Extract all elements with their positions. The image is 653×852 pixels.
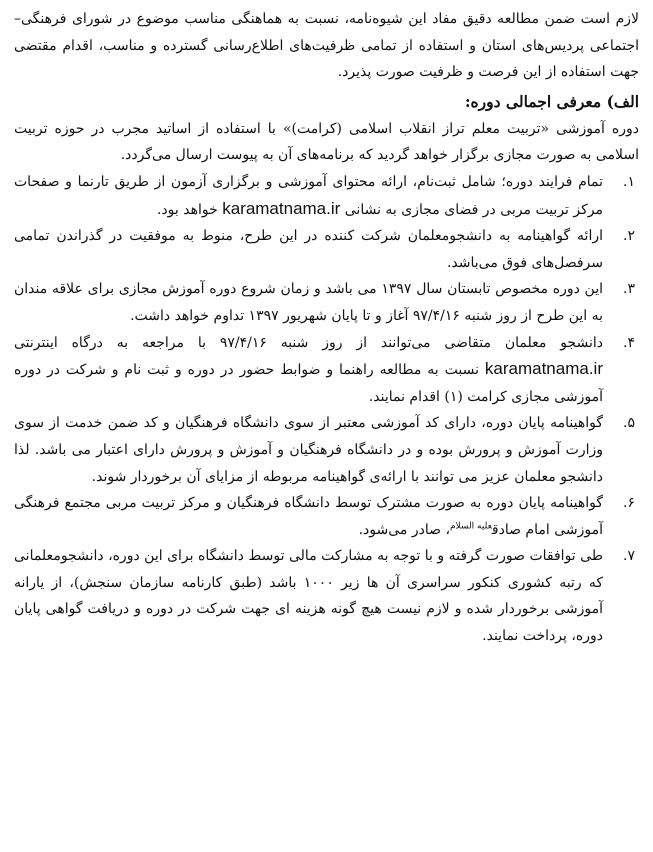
website-link[interactable]: karamatnama.ir	[222, 198, 341, 218]
course-details-list	[14, 169, 639, 650]
item-text: گواهینامه پایان دوره، دارای کد آموزشی معتبر از سوی دانشگاه فرهنگیان و کد ضمن خدمت از سوی وزارت آموزش و پرورش بوده و در دانشگاه فرهنگیان و آموزش و پرورش دارای اعتبار می باشد. لذا دانشجو معلمان عزیز می توانند با ارائه‌ی گواهینامه مربوطه از مزایای آن برخوردار شوند.	[14, 415, 603, 485]
item-text: دانشجو معلمان متقاضی می‌توانند از روز شنبه ۹۷/۴/۱۶ با مراجعه به درگاه اینترنتی	[14, 334, 603, 351]
item-text: نسبت به مطالعه راهنما و ضوابط حضور در دوره و ثبت نام و شرکت در دوره آموزشی مجازی کرامت (۱) اقدام نمایند.	[14, 362, 603, 405]
item-number: ۵.	[623, 415, 635, 432]
list-item-6	[14, 490, 639, 543]
intro-paragraph: لازم است ضمن مطالعه دقیق مفاد این شیوه‌نامه، نسبت به هماهنگی مناسب موضوع در شورای فرهنگی– اجتماعی پردیس‌های استان و استفاده از تمامی ظرفیت‌های اطلاع‌رسانی گسترده و مناسب، اقدام مقتضی جهت استفاده از این فرصت و ظرفیت صورت پذیرد.	[14, 11, 639, 81]
item-text: ، صادر می‌شود.	[358, 521, 450, 538]
item-number: ۴.	[623, 334, 635, 351]
list-item-3	[14, 276, 639, 329]
list-item-1	[14, 169, 639, 223]
item-number: ۲.	[623, 228, 635, 245]
list-item-7	[14, 543, 639, 649]
section-heading: الف) معرفی اجمالی دوره:	[464, 91, 639, 111]
course-description: دوره آموزشی «تربیت معلم تراز انقلاب اسلامی (کرامت)» با استفاده از اساتید مجرب در حوزه تربیت اسلامی به صورت مجازی برگزار خواهد گردید که برنامه‌های آن به پیوست ارسال می‌گردد.	[14, 120, 639, 164]
item-number: ۱.	[623, 173, 635, 190]
item-number: ۷.	[623, 548, 635, 565]
honorific-superscript: علیه السلام	[449, 521, 492, 532]
item-number: ۳.	[623, 281, 635, 298]
item-number: ۶.	[623, 495, 635, 512]
item-text: خواهد بود.	[156, 201, 223, 218]
item-text: طی توافقات صورت گرفته و با توجه به مشارکت مالی توسط دانشگاه برای این دوره، دانشجومعلمانی که رتبه کشوری کنکور سراسری آن ها زیر ۱۰۰۰ باشد (طبق کارنامه سازمان سنجش)، از یارانه آموزشی برخوردار شده و لازم نیست هیچ گونه هزینه ای جهت شرکت در دوره و دریافت گواهی پایان دوره، پرداخت نمایند.	[14, 548, 603, 645]
list-item-2	[14, 223, 639, 276]
list-item-5	[14, 410, 639, 490]
item-text: تمام فرایند دوره؛ شامل ثبت‌نام، ارائه محتوای آموزشی و برگزاری آزمون از طریق تارنما و صفحات مرکز تربیت مربی در فضای مجازی به نشانی	[14, 173, 603, 218]
website-link[interactable]: karamatnama.ir	[484, 359, 603, 379]
item-text: گواهینامه پایان دوره به صورت مشترک توسط دانشگاه فرهنگیان و مرکز تربیت مربی مجتمع فرهنگی آموزشی امام صادق	[14, 495, 603, 538]
list-item-4	[14, 330, 639, 411]
item-text: این دوره مخصوص تابستان سال ۱۳۹۷ می باشد و زمان شروع دوره آموزش مجازی برای علاقه مندان به این طرح از روز شنبه ۹۷/۴/۱۶ آغاز و تا پایان شهریور ۱۳۹۷ تداوم خواهد داشت.	[14, 281, 604, 324]
item-text: ارائه گواهینامه به دانشجومعلمان شرکت کننده در این طرح، منوط به موفقیت در گذراندن تمامی سرفصل‌های فوق می‌باشد.	[14, 228, 603, 271]
